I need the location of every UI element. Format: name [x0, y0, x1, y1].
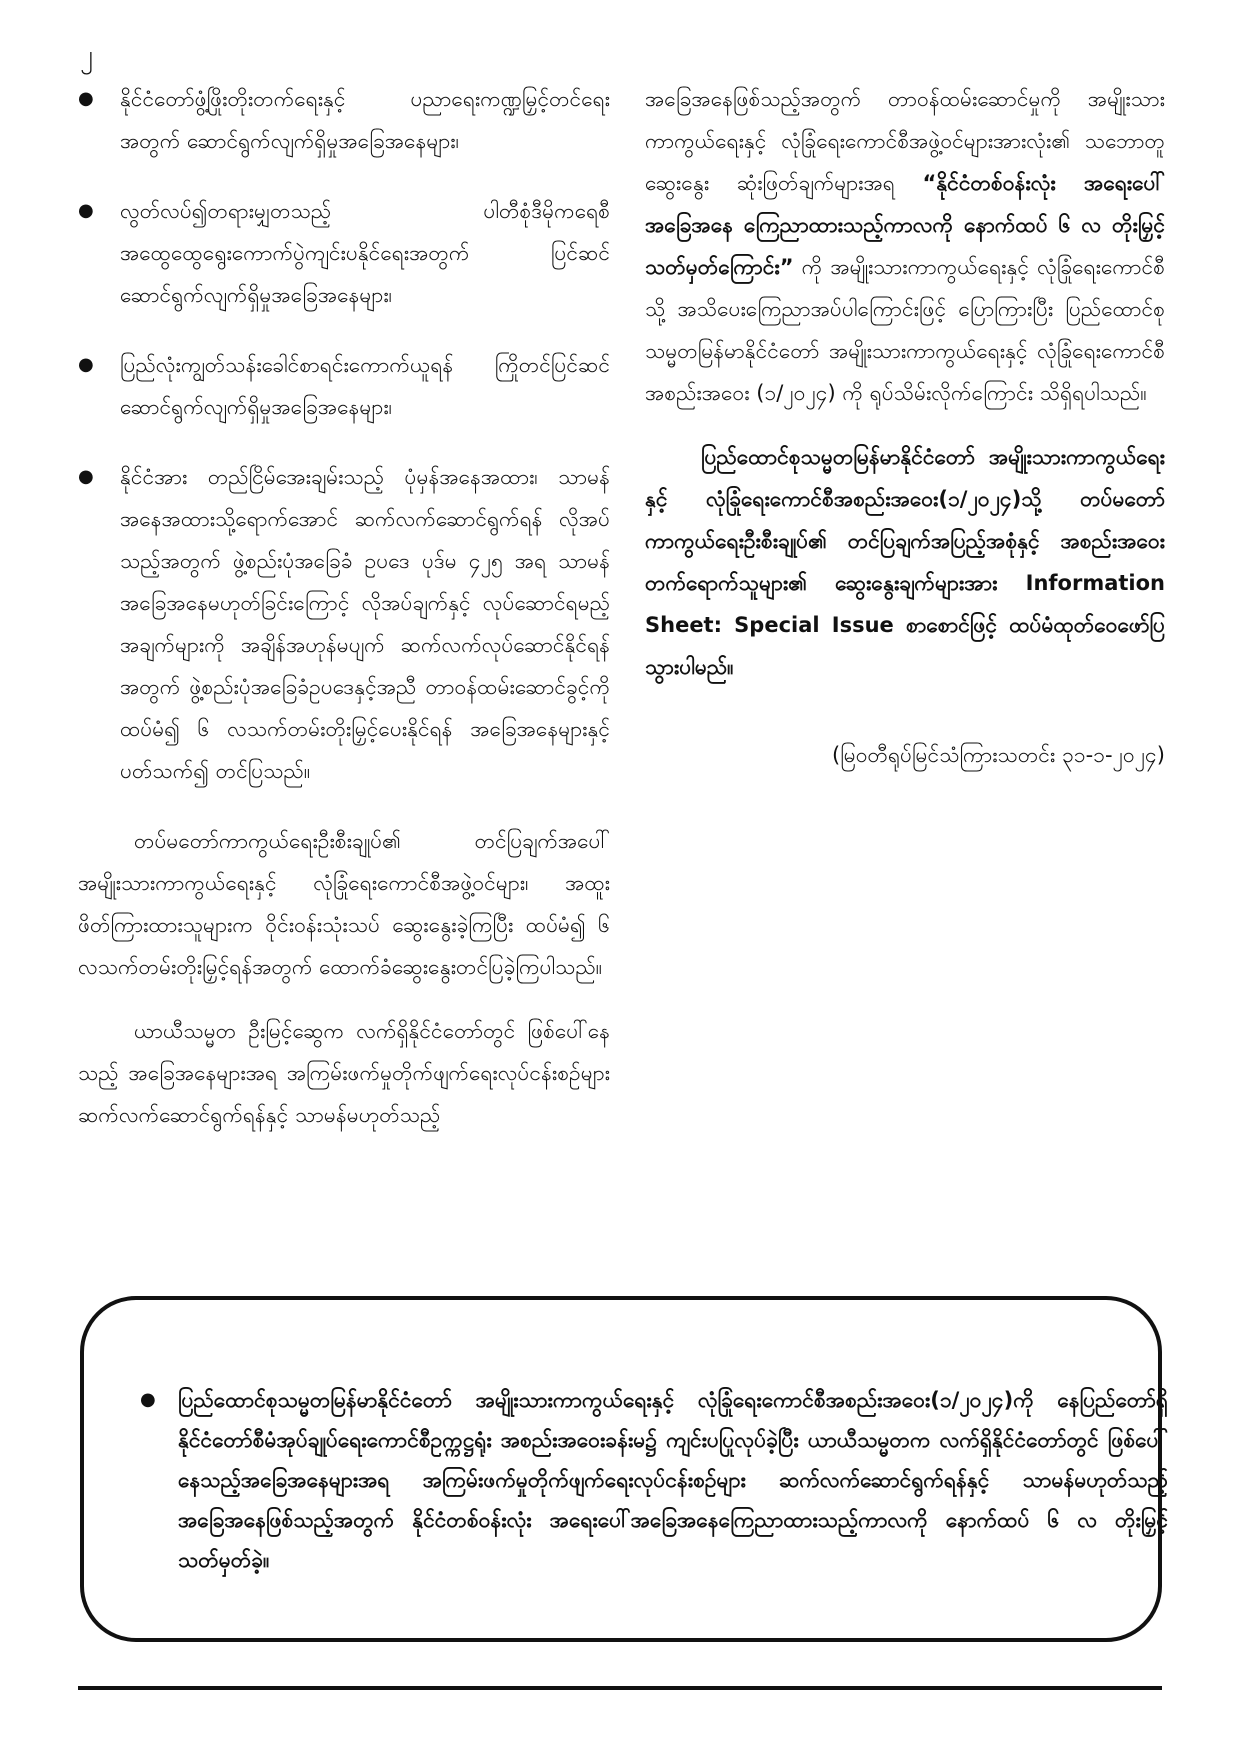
bullet-item: ● လွတ်လပ်၍တရားမျှတသည့် ပါတီစုံဒီမိုကရေစီအထွေထွေရွေးကောက်ပွဲကျင်းပနိုင်ရေးအတွက် ပြင်ဆင်ဆောင်ရွက်လျက်ရှိမှုအခြေအနေများ၊ [78, 190, 610, 316]
decision-quote: “နိုင်ငံတစ်ဝန်းလုံး အရေးပေါ်အခြေအနေ ကြေညာထားသည့်ကာလကို နောက်ထပ် ၆ လ တိုးမြှင့်သတ်မှတ်ကြောင်း” [645, 171, 1165, 279]
bullet-item: ● နိုင်ငံတော်ဖွံ့ဖြိုးတိုးတက်ရေးနှင့် ပညာရေးကဏ္ဍမြှင့်တင်ရေးအတွက် ဆောင်ရွက်လျက်ရှိမှုအခြေအနေများ၊ [78, 78, 610, 162]
paragraph-text: အခြေအနေဖြစ်သည့်အတွက် တာဝန်ထမ်းဆောင်မှုကို အမျိုးသားကာကွယ်ရေးနှင့် လုံခြုံရေးကောင်စီအဖွဲ့ဝင်များအားလုံး၏ သဘောတူဆွေးနွေး ဆုံးဖြတ်ချက်များအရ [645, 87, 1165, 195]
bullet-list [78, 78, 610, 792]
bottom-divider [78, 1686, 1162, 1690]
bullet-item: ● နိုင်ငံအား တည်ငြိမ်အေးချမ်းသည့် ပုံမှန်အနေအထား၊ သာမန်အနေအထားသို့ရောက်အောင် ဆက်လက်ဆောင်ရွက်ရန် လိုအပ်သည့်အတွက် ဖွဲ့စည်းပုံအခြေခံ ဥပဒေ ပုဒ်မ ၄၂၅ အရ သာမန်အခြေအနေမဟုတ်ခြင်းကြောင့် လိုအပ်ချက်နှင့် လုပ်ဆောင်ရမည့်အချက်များကို အချိန်အဟုန်မပျက် ဆက်လက်လုပ်ဆောင်နိုင်ရန်အတွက် ဖွဲ့စည်းပုံအခြေခံဥပဒေနှင့်အညီ တာဝန်ထမ်းဆောင်ခွင့်ကို ထပ်မံ၍ ၆ လသက်တမ်းတိုးမြှင့်ပေးနိုင်ရန် အခြေအနေများနှင့်ပတ်သက်၍ တင်ပြသည်။ [78, 456, 610, 792]
source-date: (မြဝတီရုပ်မြင်သံကြားသတင်း ၃၁-၁-၂၀၂၄) [832, 743, 1165, 767]
paragraph-text: ကို အမျိုးသားကာကွယ်ရေးနှင့် လုံခြုံရေးကောင်စီသို့ အသိပေးကြေညာအပ်ပါကြောင်းဖြင့် ပြောကြားပြီး ပြည်ထောင်စုသမ္မတမြန်မာနိုင်ငံတော် အမျိုးသားကာကွယ်ရေးနှင့် လုံခြုံရေးကောင်စီအစည်းအဝေး (၁/၂၀၂၄) ကို ရုပ်သိမ်းလိုက်ကြောင်း သိရှိရပါသည်။ [645, 255, 1165, 405]
body-paragraph [645, 78, 1165, 414]
summary-text: ● ပြည်ထောင်စုသမ္မတမြန်မာနိုင်ငံတော် အမျိုးသားကာကွယ်ရေးနှင့် လုံခြုံရေးကောင်စီအစည်းအဝေး(၁/၂၀၂၄)ကို နေပြည်တော်ရှိ နိုင်ငံတော်စီမံအုပ်ချုပ်ရေးကောင်စီဥက္ကဋ္ဌရုံး အစည်းအဝေးခန်းမ၌ ကျင်းပပြုလုပ်ခဲ့ပြီး ယာယီသမ္မတက လက်ရှိနိုင်ငံတော်တွင် ဖြစ်ပေါ်နေသည့်အခြေအနေများအရ အကြမ်းဖက်မှုတိုက်ဖျက်ရေးလုပ်ငန်းစဉ်များ ဆက်လက်ဆောင်ရွက်ရန်နှင့် သာမန်မဟုတ်သည့် အခြေအနေဖြစ်သည့်အတွက် နိုင်ငံတစ်ဝန်းလုံး အရေးပေါ်အခြေအနေကြေညာထားသည့်ကာလကို နောက်ထပ် ၆ လ တိုးမြှင့်သတ်မှတ်ခဲ့။ [140, 1380, 1168, 1580]
bullet-item: ● ပြည်လုံးကျွတ်သန်းခေါင်စာရင်းကောက်ယူရန် ကြိုတင်ပြင်ဆင်ဆောင်ရွက်လျက်ရှိမှုအခြေအနေများ၊ [78, 344, 610, 428]
summary-box [80, 1296, 1168, 1642]
right-column [645, 78, 1165, 798]
left-column [78, 78, 610, 1158]
page-number: ၂ [80, 40, 93, 70]
bold-paragraph: ပြည်ထောင်စုသမ္မတမြန်မာနိုင်ငံတော် အမျိုးသားကာကွယ်ရေးနှင့် လုံခြုံရေးကောင်စီအစည်းအဝေး(၁/၂၀၂၄)သို့ တပ်မတော်ကာကွယ်ရေးဦးစီးချုပ်၏ တင်ပြချက်အပြည့်အစုံနှင့် အစည်းအဝေးတက်ရောက်သူများ၏ ဆွေးနွေးချက်များအား Information Sheet: Special Issue စာစောင်ဖြင့် ထပ်မံထုတ်ဝေဖော်ပြသွားပါမည်။ [645, 445, 1165, 679]
body-paragraph: ယာယီသမ္မတ ဦးမြင့်ဆွေက လက်ရှိနိုင်ငံတော်တွင် ဖြစ်ပေါ်နေသည့် အခြေအနေများအရ အကြမ်းဖက်မှုတိုက်ဖျက်ရေးလုပ်ငန်းစဉ်များ ဆက်လက်ဆောင်ရွက်ရန်နှင့် သာမန်မဟုတ်သည့် [78, 1019, 610, 1127]
body-paragraph: တပ်မတော်ကာကွယ်ရေးဦးစီးချုပ်၏ တင်ပြချက်အပေါ် အမျိုးသားကာကွယ်ရေးနှင့် လုံခြုံရေးကောင်စီအဖွဲ့ဝင်များ၊ အထူးဖိတ်ကြားထားသူများက ဝိုင်းဝန်းသုံးသပ် ဆွေးနွေးခဲ့ကြပြီး ထပ်မံ၍ ၆ လသက်တမ်းတိုးမြှင့်ရန်အတွက် ထောက်ခံဆွေးနွေးတင်ပြခဲ့ကြပါသည်။ [78, 829, 610, 979]
